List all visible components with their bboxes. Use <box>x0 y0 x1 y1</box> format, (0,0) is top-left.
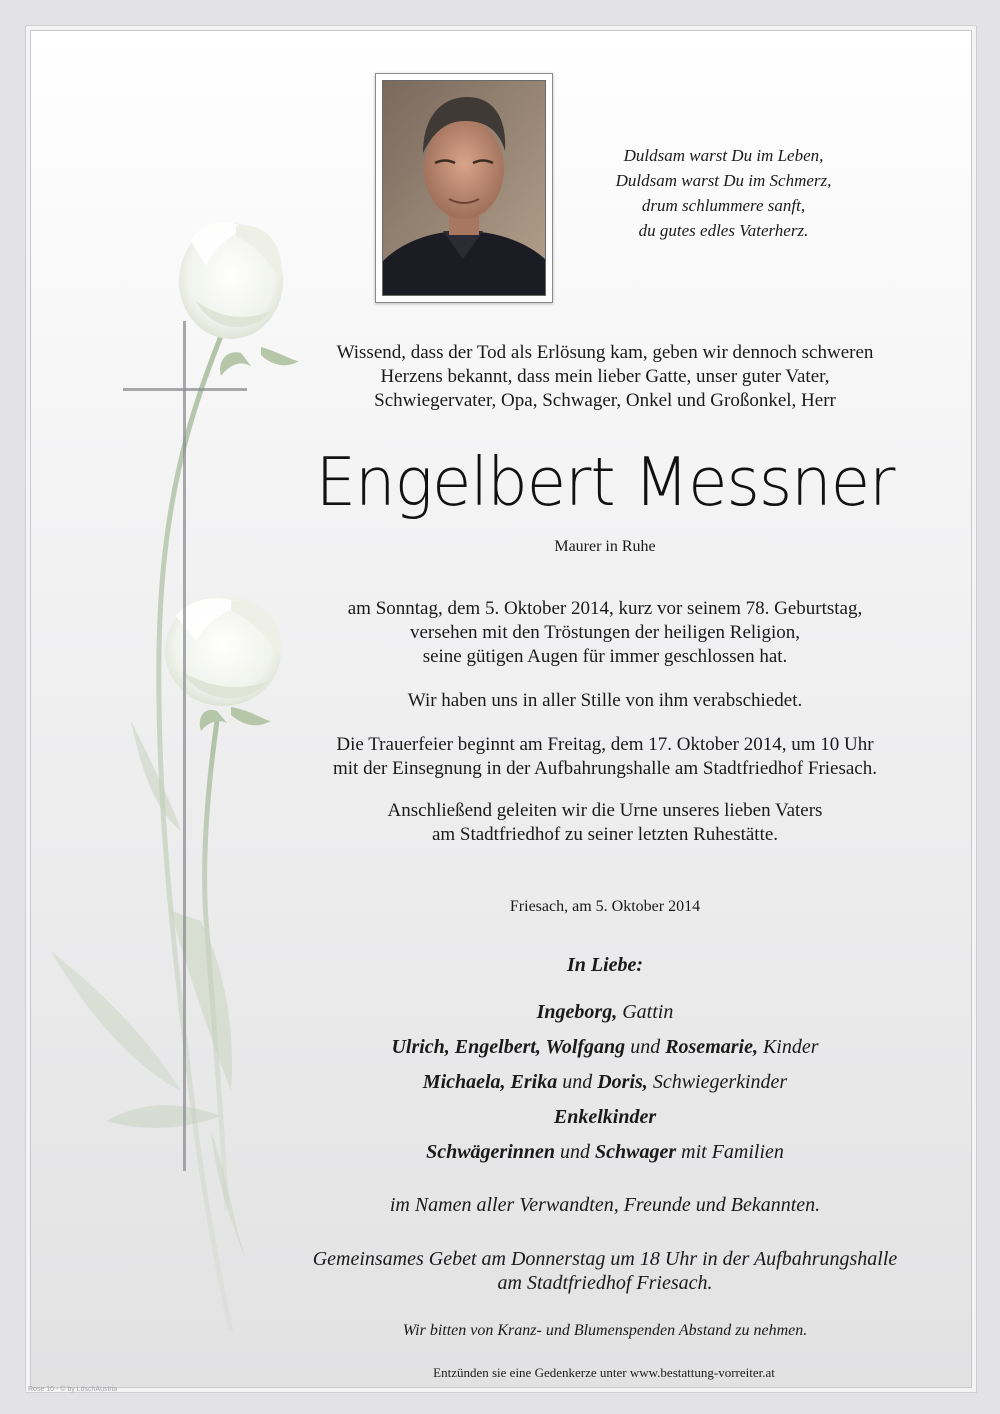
verse-line: Duldsam warst Du im Schmerz, <box>615 171 832 190</box>
rose-leaf <box>131 721 181 831</box>
death-notice-line: seine gütigen Augen für immer geschlossen hat. <box>422 646 788 667</box>
intro-text <box>281 341 929 413</box>
mourner-relation: mit Familien <box>681 1141 784 1163</box>
memorial-candle-link[interactable]: Entzünden sie eine Gedenkerze unter www.bestattung-vorreiter.at <box>433 1365 775 1380</box>
ceremony-text <box>281 733 929 781</box>
mourner-relation: Kinder <box>762 1036 819 1058</box>
mourner-relation: Gattin <box>622 1001 674 1023</box>
death-notice <box>281 597 929 669</box>
mourner-conjunction: und <box>630 1036 661 1058</box>
rose-leaf <box>211 1131 246 1261</box>
mourner-conjunction: und <box>562 1071 593 1093</box>
urn-line: am Stadtfriedhof zu seiner letzten Ruhestätte. <box>431 824 779 845</box>
prayer-line: Gemeinsames Gebet am Donnerstag um 18 Uhr in der Aufbahrungshalle <box>312 1248 898 1270</box>
intro-line: Wissend, dass der Tod als Erlösung kam, geben wir dennoch schweren <box>336 342 874 363</box>
obituary-sheet <box>30 30 972 1388</box>
farewell-text: Wir haben uns in aller Stille von ihm verabschiedet. <box>407 690 803 711</box>
mourner-row <box>281 995 929 1030</box>
death-notice-line: versehen mit den Tröstungen der heiligen Religion, <box>410 622 800 643</box>
donation-request: Wir bitten von Kranz- und Blumenspenden Abstand zu nehmen. <box>402 1322 808 1339</box>
mourner-name: Schwägerinnen <box>426 1141 556 1163</box>
urn-line: Anschließend geleiten wir die Urne unseres lieben Vaters <box>387 800 823 821</box>
intro-line: Schwiegervater, Opa, Schwager, Onkel und Großonkel, Herr <box>374 390 836 411</box>
verse-line: du gutes edles Vaterherz. <box>638 221 809 240</box>
mourner-name: Michaela, Erika <box>422 1071 558 1093</box>
mourner-conjunction: und <box>560 1141 591 1163</box>
portrait-frame <box>375 73 553 303</box>
mourner-name: Ingeborg, <box>536 1001 618 1023</box>
prayer-line: am Stadtfriedhof Friesach. <box>497 1272 713 1294</box>
prayer-text <box>281 1247 929 1295</box>
portrait-photo <box>382 80 546 296</box>
mourner-row <box>281 1065 929 1100</box>
mourner-name: Schwager <box>595 1141 677 1163</box>
mourner-row <box>281 1135 929 1170</box>
intro-line: Herzens bekannt, dass mein lieber Gatte, unser guter Vater, <box>380 366 830 387</box>
verse-line: drum schlummere sanft, <box>641 196 806 215</box>
rose-leaf <box>51 951 181 1091</box>
death-notice-line: am Sonntag, dem 5. Oktober 2014, kurz vor seinem 78. Geburtstag, <box>347 598 863 619</box>
mourner-row <box>281 1100 929 1135</box>
rose-leaf <box>106 1105 221 1128</box>
ceremony-line: Die Trauerfeier beginnt am Freitag, dem 17. Oktober 2014, um 10 Uhr <box>336 734 874 755</box>
mourner-name: Enkelkinder <box>553 1106 657 1128</box>
deceased-name: Engelbert Messner <box>315 444 895 522</box>
ceremony-line: mit der Einsegnung in der Aufbahrungshalle am Stadtfriedhof Friesach. <box>332 758 877 779</box>
verse-line: Duldsam warst Du im Leben, <box>623 146 824 165</box>
on-behalf-text: im Namen aller Verwandten, Freunde und Bekannten. <box>389 1194 821 1216</box>
mourners-list <box>281 995 929 1170</box>
deceased-occupation: Maurer in Ruhe <box>554 538 656 555</box>
mourner-name: Ulrich, Engelbert, Wolfgang <box>391 1036 626 1058</box>
mourner-name: Doris, <box>597 1071 648 1093</box>
place-date: Friesach, am 5. Oktober 2014 <box>509 898 701 915</box>
memorial-verse <box>581 143 866 243</box>
mourner-relation: Schwiegerkinder <box>652 1071 788 1093</box>
image-credit: Rose 10 - © by LöschAustria <box>28 1386 118 1393</box>
mourner-name: Rosemarie, <box>665 1036 758 1058</box>
urn-text <box>281 799 929 847</box>
white-rose-icon <box>165 596 282 731</box>
in-love-heading: In Liebe: <box>566 954 644 976</box>
mourner-row <box>281 1030 929 1065</box>
